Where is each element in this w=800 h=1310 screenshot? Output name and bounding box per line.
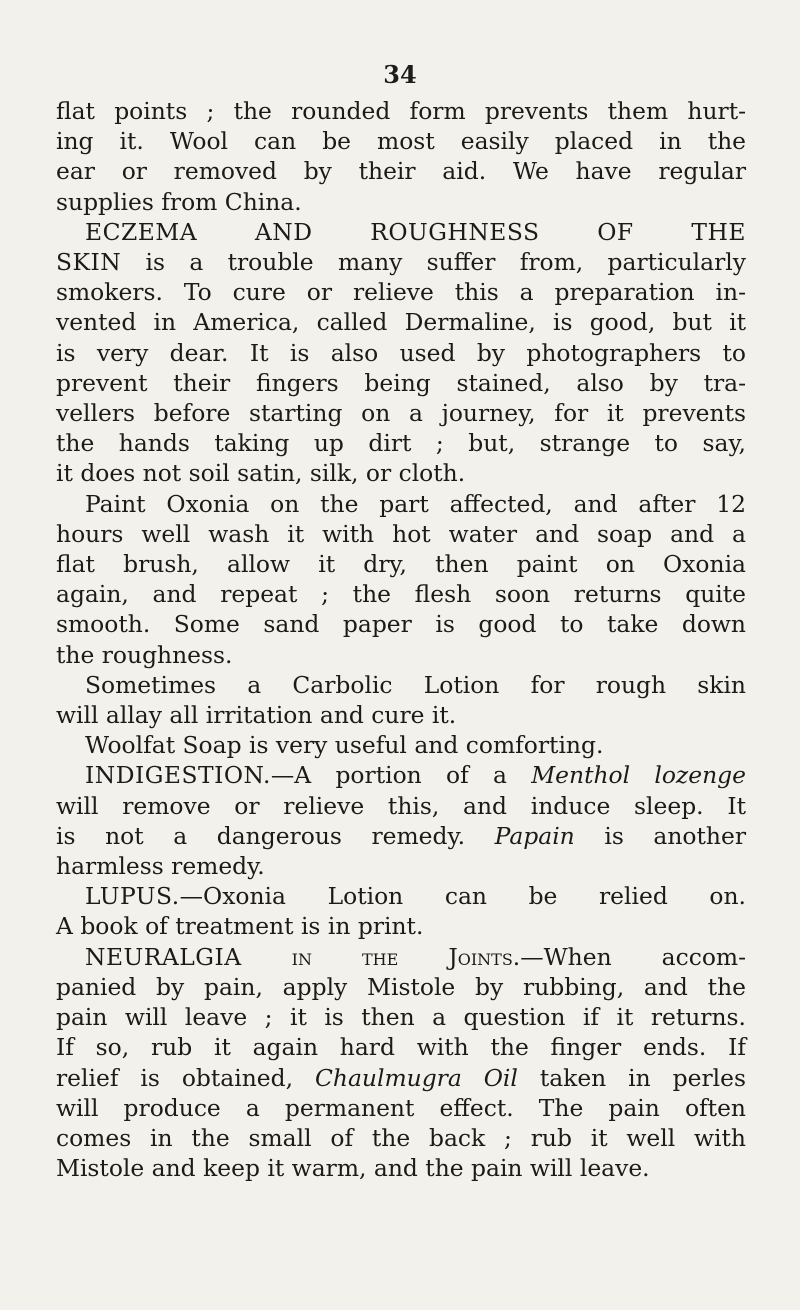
italic-run: Chaulmugra Oil — [315, 1063, 518, 1092]
text-run: —When accom- — [520, 942, 746, 971]
text-line: If so, rub it again hard with the finger ends. If — [56, 1033, 746, 1062]
text-run: is not a dangerous remedy. — [56, 821, 495, 850]
section-heading-lupus: LUPUS. — [85, 882, 180, 911]
section-heading-eczema: ECZEMA AND ROUGHNESS OF THE — [85, 217, 746, 246]
text-line: Sometimes a Carbolic Lotion for rough skin — [85, 670, 746, 699]
text-line: flat points ; the rounded form prevents them hurt- — [56, 97, 746, 125]
text-line: harmless remedy. — [56, 852, 265, 881]
page-number: 34 — [383, 60, 417, 89]
text-line: Mistole and keep it warm, and the pain will leave. — [56, 1154, 650, 1183]
text-line: vented in America, called Dermaline, is good, but it — [56, 308, 746, 337]
text-line: the hands taking up dirt ; but, strange to say, — [56, 429, 746, 458]
text-line — [56, 247, 746, 277]
text-line — [56, 1063, 746, 1093]
text-line: will allay all irritation and cure it. — [56, 701, 457, 730]
text-line: supplies from China. — [56, 187, 302, 216]
text-line: panied by pain, apply Mistole by rubbing, and the — [56, 972, 746, 1001]
text-run: taken in perles — [517, 1063, 746, 1092]
text-line: vellers before starting on a journey, for it prevents — [56, 399, 746, 428]
italic-run: Menthol lozenge — [531, 761, 746, 790]
text-line: A book of treatment is in print. — [56, 912, 424, 941]
text-line: smooth. Some sand paper is good to take down — [56, 610, 746, 639]
text-line: is very dear. It is also used by photographers to — [56, 338, 746, 367]
text-line: hours well wash it with hot water and soap and a — [56, 519, 746, 548]
text-line: the roughness. — [56, 640, 233, 669]
text-line: will produce a permanent effect. The pain often — [56, 1093, 746, 1122]
text-line: it does not soil satin, silk, or cloth. — [56, 459, 466, 488]
section-heading-neuralgia: NEURALGIA — [85, 942, 242, 971]
text-line: Paint Oxonia on the part affected, and after 12 — [85, 489, 746, 518]
text-line: pain will leave ; it is then a question if it returns. — [56, 1003, 746, 1032]
text-run: is a trouble many suffer from, particularly — [121, 248, 746, 277]
text-line: again, and repeat ; the flesh soon returns quite — [56, 580, 746, 609]
text-line: smokers. To cure or relieve this a preparation in- — [56, 278, 746, 307]
page-body-text — [56, 96, 746, 1183]
text-line: ing it. Wool can be most easily placed in the — [56, 127, 746, 156]
text-line — [56, 821, 746, 851]
text-line — [56, 760, 746, 790]
text-line: ear or removed by their aid. We have regular — [56, 157, 746, 186]
text-line: will remove or relieve this, and induce sleep. It — [56, 791, 746, 820]
text-run: —A portion of a — [270, 761, 532, 790]
italic-run: Papain — [494, 821, 575, 850]
section-heading-indigestion: INDIGESTION. — [85, 761, 271, 790]
text-run: —Oxonia Lotion can be relied on. — [179, 882, 746, 911]
heading-subtitle: in the Joints. — [241, 942, 521, 971]
text-line: comes in the small of the back ; rub it well with — [56, 1123, 746, 1152]
text-line: prevent their fingers being stained, also by tra- — [56, 368, 746, 397]
text-line — [56, 942, 746, 972]
text-run: is another — [574, 821, 746, 850]
text-run: relief is obtained, — [56, 1063, 315, 1092]
text-line: flat brush, allow it dry, then paint on Oxonia — [56, 550, 746, 579]
text-line — [56, 881, 746, 911]
text-line: Woolfat Soap is very useful and comforting. — [85, 731, 604, 760]
heading-continuation: SKIN — [56, 248, 122, 277]
